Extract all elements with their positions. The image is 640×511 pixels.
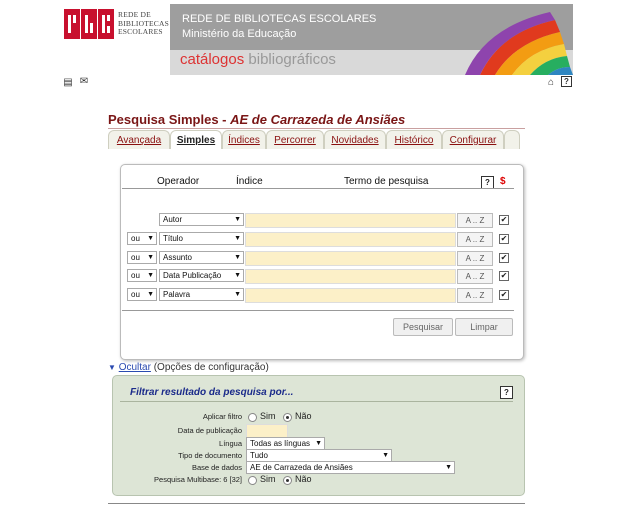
language-label: Língua: [219, 439, 242, 448]
operator-select-5[interactable]: ou ▼: [127, 288, 157, 301]
multibase-no-radio[interactable]: [283, 476, 292, 485]
help-icon[interactable]: ?: [561, 76, 572, 87]
title-divider: [108, 128, 525, 129]
database-select[interactable]: AE de Carrazeda de Ansiães ▼: [246, 461, 455, 474]
row-checkbox-1[interactable]: ✔: [500, 215, 508, 224]
banner-catalog-title: catálogos bibliográficos: [180, 51, 336, 68]
search-button[interactable]: Pesquisar: [393, 318, 453, 336]
dollar-icon[interactable]: $: [500, 176, 506, 187]
row-checkbox-5[interactable]: ✔: [500, 290, 508, 299]
apply-filter-no-label: Não: [295, 411, 312, 421]
apply-filter-yes-label: Sim: [260, 411, 276, 421]
triangle-down-icon: ▼: [108, 363, 116, 372]
tab-indices[interactable]: Índices: [222, 130, 266, 149]
rbe-logo-mark: [64, 9, 114, 39]
doctype-label: Tipo de documento: [178, 451, 242, 460]
banner-subtitle: Ministério da Educação: [182, 28, 297, 40]
config-toggle: [108, 362, 269, 373]
tab-historico[interactable]: Histórico: [386, 130, 442, 149]
tab-spacer: [504, 130, 520, 149]
banner-title: REDE DE BIBLIOTECAS ESCOLARES: [182, 13, 377, 25]
row-checkbox-2[interactable]: ✔: [500, 234, 508, 243]
col-header-term: Termo de pesquisa: [344, 176, 429, 187]
az-button-3[interactable]: A .. Z: [457, 251, 493, 266]
multibase-label: Pesquisa Multibase: 6 [32]: [154, 475, 242, 484]
language-select[interactable]: Todas as línguas ▼: [246, 437, 325, 450]
term-input-2[interactable]: [245, 232, 456, 247]
rows-divider: [122, 310, 514, 311]
col-header-index: Índice: [236, 176, 263, 187]
apply-filter-yes-radio[interactable]: [248, 413, 257, 422]
page-title: Pesquisa Simples - AE de Carrazeda de Ansiães: [108, 112, 406, 127]
multibase-yes-radio[interactable]: [248, 476, 257, 485]
multibase-no-label: Não: [295, 474, 312, 484]
header-banner: [170, 4, 573, 75]
index-select-1[interactable]: Autor ▼: [159, 213, 244, 226]
clear-button[interactable]: Limpar: [455, 318, 513, 336]
print-icon[interactable]: ▤: [63, 77, 73, 88]
index-select-5[interactable]: Palavra ▼: [159, 288, 244, 301]
apply-filter-label: Aplicar filtro: [202, 412, 242, 421]
term-input-4[interactable]: [245, 269, 456, 284]
pubdate-label: Data de publicação: [177, 426, 242, 435]
config-label: (Opções de configuração): [153, 362, 269, 373]
index-select-3[interactable]: Assunto ▼: [159, 251, 244, 264]
filter-divider: [120, 401, 513, 402]
filter-title: Filtrar resultado da pesquisa por...: [130, 387, 294, 398]
az-button-5[interactable]: A .. Z: [457, 288, 493, 303]
operator-select-2[interactable]: ou ▼: [127, 232, 157, 245]
multibase-yes-label: Sim: [260, 474, 276, 484]
tab-novidades[interactable]: Novidades: [324, 130, 386, 149]
tab-simples[interactable]: Simples: [170, 130, 222, 149]
rainbow-books-icon: [460, 12, 573, 75]
apply-filter-no-radio[interactable]: [283, 413, 292, 422]
term-input-5[interactable]: [245, 288, 456, 303]
mail-icon[interactable]: ✉: [79, 76, 89, 87]
col-header-operator: Operador: [157, 176, 200, 187]
pubdate-input[interactable]: [246, 424, 288, 438]
tab-avancada[interactable]: Avançada: [108, 130, 170, 149]
footer-divider: [108, 503, 525, 504]
home-icon[interactable]: ⌂: [547, 77, 555, 88]
term-input-3[interactable]: [245, 251, 456, 266]
az-button-2[interactable]: A .. Z: [457, 232, 493, 247]
az-button-1[interactable]: A .. Z: [457, 213, 493, 228]
tab-configurar[interactable]: Configurar: [442, 130, 504, 149]
term-input-1[interactable]: [245, 213, 456, 228]
hide-options-link[interactable]: Ocultar: [118, 362, 151, 373]
az-button-4[interactable]: A .. Z: [457, 269, 493, 284]
index-select-4[interactable]: Data Publicação ▼: [159, 269, 244, 282]
header-divider: [122, 188, 514, 189]
filter-help-icon[interactable]: ?: [500, 386, 513, 399]
index-select-2[interactable]: Título ▼: [159, 232, 244, 245]
rbe-logo-text: REDE DE BIBLIOTECAS ESCOLARES: [118, 10, 169, 36]
search-help-icon[interactable]: ?: [481, 176, 494, 189]
database-label: Base de dados: [191, 463, 242, 472]
operator-select-4[interactable]: ou ▼: [127, 269, 157, 282]
tab-percorrer[interactable]: Percorrer: [266, 130, 324, 149]
doctype-select[interactable]: Tudo ▼: [246, 449, 392, 462]
row-checkbox-4[interactable]: ✔: [500, 271, 508, 280]
row-checkbox-3[interactable]: ✔: [500, 253, 508, 262]
operator-select-3[interactable]: ou ▼: [127, 251, 157, 264]
